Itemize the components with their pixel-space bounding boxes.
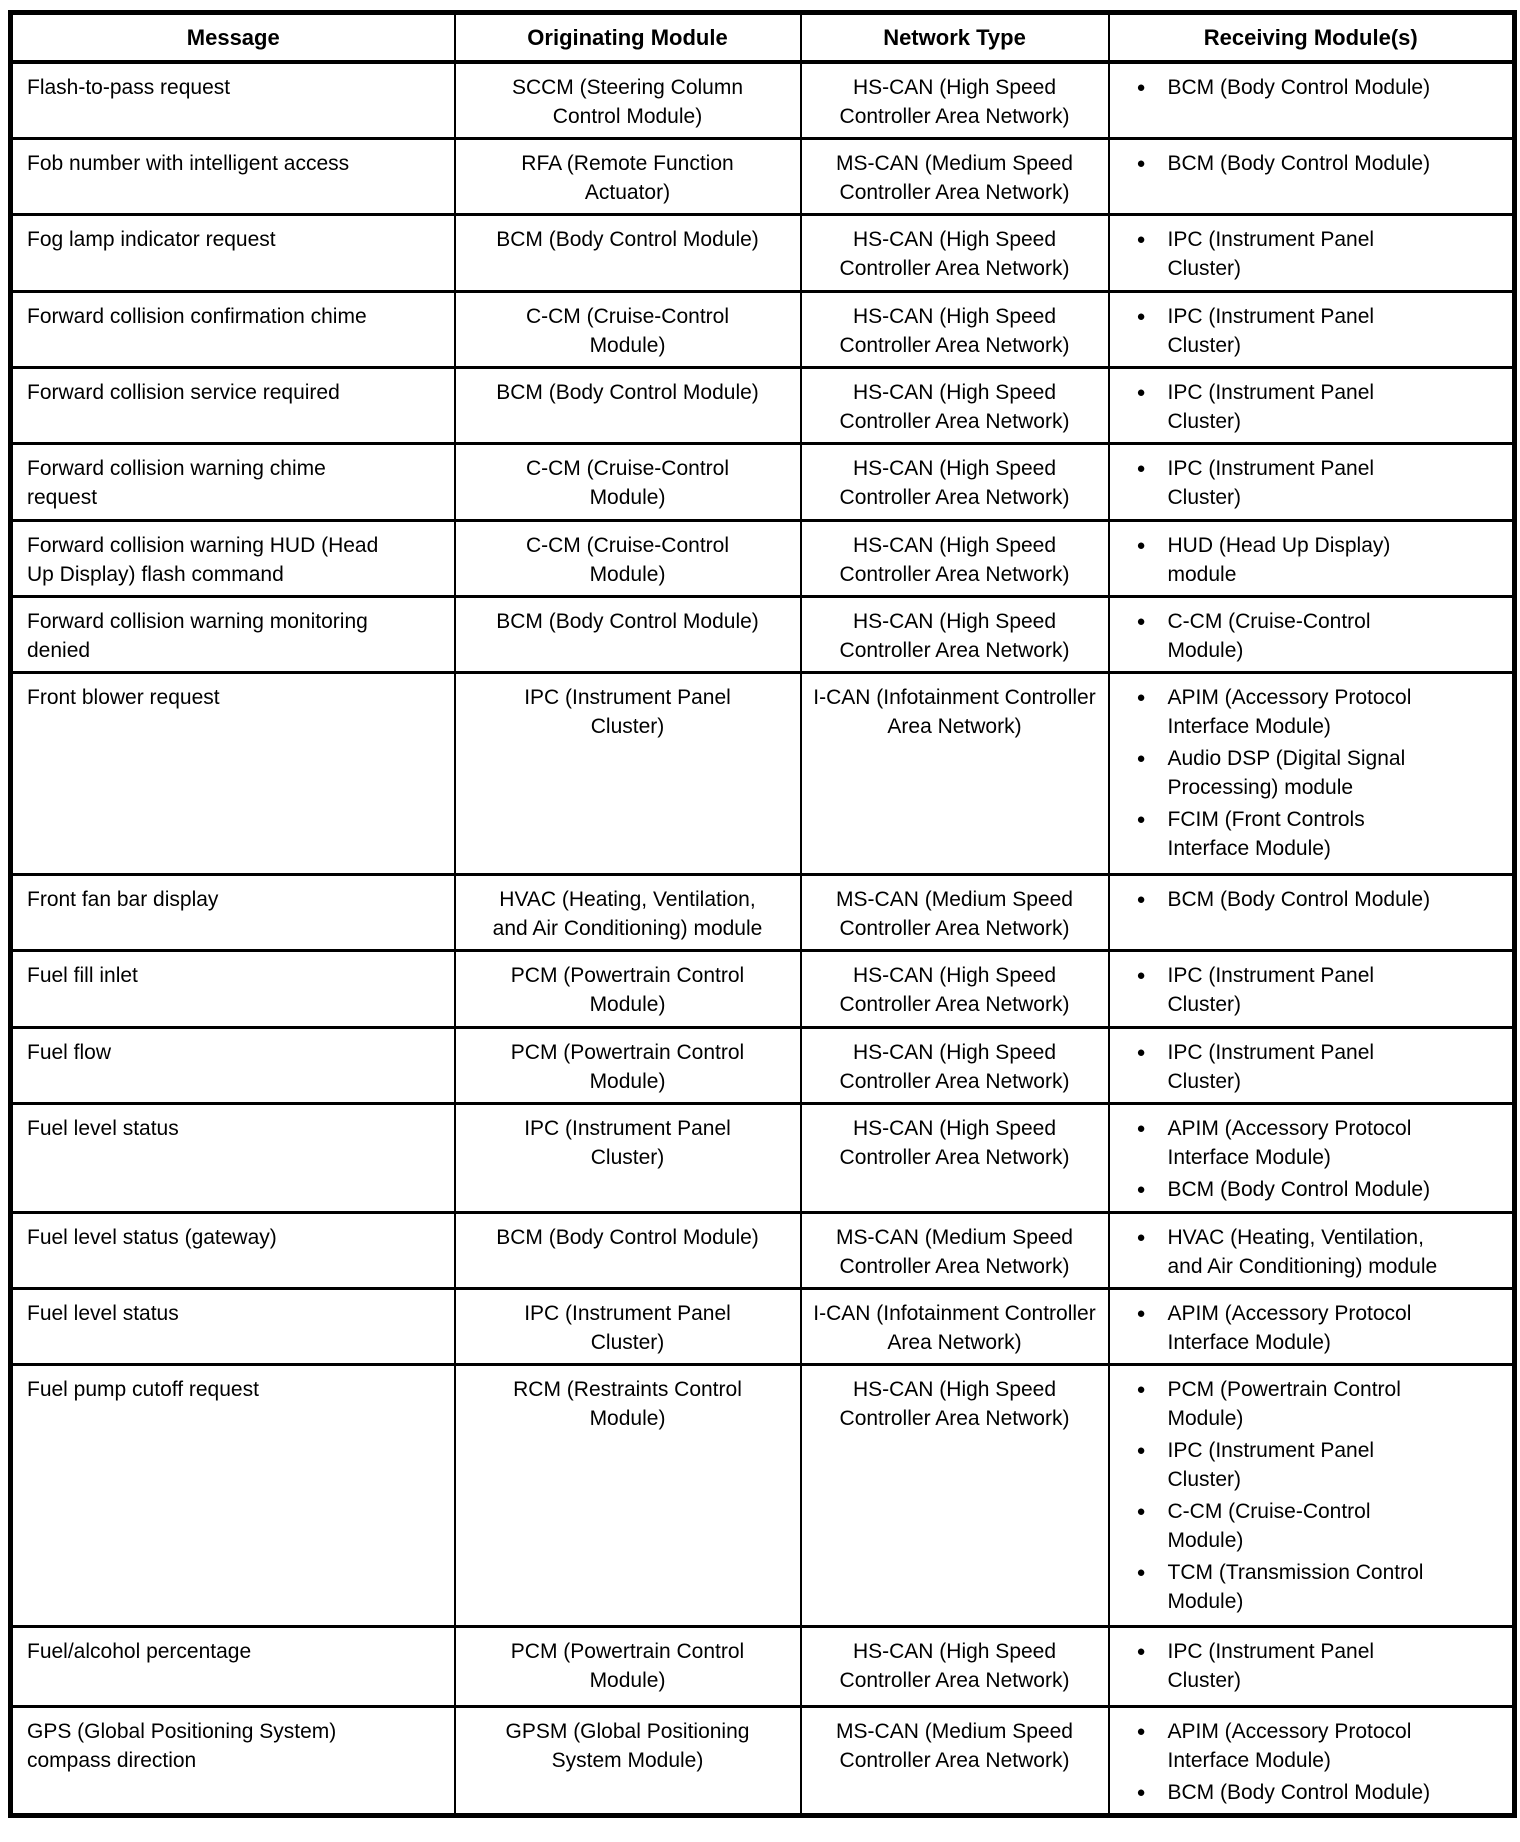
originating-module-cell: C-CM (Cruise-Control Module) (455, 521, 801, 597)
receiving-modules-list (1122, 1375, 1450, 1616)
table-row (11, 1213, 1515, 1289)
table-row (11, 875, 1515, 951)
network-type-cell: HS-CAN (High Speed Controller Area Network) (801, 1028, 1109, 1104)
receiving-module-item: ● IPC (Instrument Panel Cluster) (1168, 1436, 1450, 1494)
network-type-cell: MS-CAN (Medium Speed Controller Area Network) (801, 875, 1109, 951)
originating-module-cell: RCM (Restraints Control Module) (455, 1365, 801, 1627)
originating-module-cell: IPC (Instrument Panel Cluster) (455, 673, 801, 875)
network-type-cell: HS-CAN (High Speed Controller Area Network) (801, 1627, 1109, 1707)
message-cell: Forward collision warning HUD (Head Up Display) flash command (11, 521, 455, 597)
message-cell: Fob number with intelligent access (11, 139, 455, 215)
receiving-module-item: ● APIM (Accessory Protocol Interface Module) (1168, 1114, 1450, 1172)
table-row (11, 521, 1515, 597)
table-row (11, 1707, 1515, 1816)
receiving-modules-cell (1109, 1627, 1515, 1707)
message-cell: Flash-to-pass request (11, 62, 455, 139)
receiving-modules-list (1122, 607, 1450, 665)
receiving-module-item: ● FCIM (Front Controls Interface Module) (1168, 805, 1450, 863)
receiving-modules-list (1122, 885, 1450, 914)
message-cell: Fuel level status (11, 1289, 455, 1365)
table-row (11, 1289, 1515, 1365)
header-row (11, 13, 1515, 63)
table-row (11, 673, 1515, 875)
network-type-cell: HS-CAN (High Speed Controller Area Network) (801, 368, 1109, 444)
receiving-modules-cell (1109, 139, 1515, 215)
receiving-module-item: ● IPC (Instrument Panel Cluster) (1168, 961, 1450, 1019)
receiving-modules-list (1122, 1299, 1450, 1357)
receiving-modules-cell (1109, 1289, 1515, 1365)
receiving-module-item: ● HUD (Head Up Display) module (1168, 531, 1450, 589)
network-type-cell: MS-CAN (Medium Speed Controller Area Network) (801, 139, 1109, 215)
receiving-modules-list (1122, 454, 1450, 512)
network-type-cell: I-CAN (Infotainment Controller Area Network) (801, 1289, 1109, 1365)
network-type-cell: HS-CAN (High Speed Controller Area Network) (801, 1365, 1109, 1627)
message-cell: Fog lamp indicator request (11, 215, 455, 292)
receiving-module-item: ● IPC (Instrument Panel Cluster) (1168, 225, 1450, 283)
network-type-cell: HS-CAN (High Speed Controller Area Network) (801, 597, 1109, 673)
message-cell: Fuel level status (11, 1104, 455, 1213)
table-row (11, 292, 1515, 368)
receiving-modules-cell (1109, 215, 1515, 292)
originating-module-cell: PCM (Powertrain Control Module) (455, 951, 801, 1028)
receiving-module-item: ● IPC (Instrument Panel Cluster) (1168, 378, 1450, 436)
message-cell: Front blower request (11, 673, 455, 875)
originating-module-cell: PCM (Powertrain Control Module) (455, 1627, 801, 1707)
table-header (11, 13, 1515, 63)
receiving-module-item: ● BCM (Body Control Module) (1168, 1778, 1450, 1807)
network-type-cell: MS-CAN (Medium Speed Controller Area Network) (801, 1707, 1109, 1816)
receiving-module-item: ● BCM (Body Control Module) (1168, 149, 1450, 178)
table-row (11, 1104, 1515, 1213)
network-type-cell: HS-CAN (High Speed Controller Area Network) (801, 951, 1109, 1028)
receiving-modules-cell (1109, 368, 1515, 444)
network-type-cell: HS-CAN (High Speed Controller Area Network) (801, 215, 1109, 292)
col-header-receiving-modules: Receiving Module(s) (1109, 13, 1515, 63)
receiving-module-item: ● IPC (Instrument Panel Cluster) (1168, 302, 1450, 360)
receiving-modules-cell (1109, 597, 1515, 673)
message-cell: Fuel pump cutoff request (11, 1365, 455, 1627)
table-row (11, 597, 1515, 673)
receiving-modules-list (1122, 683, 1450, 863)
receiving-modules-list (1122, 1717, 1450, 1807)
receiving-module-item: ● TCM (Transmission Control Module) (1168, 1558, 1450, 1616)
message-cell: Fuel level status (gateway) (11, 1213, 455, 1289)
table-row (11, 951, 1515, 1028)
receiving-modules-list (1122, 1637, 1450, 1695)
message-cell: GPS (Global Positioning System) compass direction (11, 1707, 455, 1816)
originating-module-cell: PCM (Powertrain Control Module) (455, 1028, 801, 1104)
table-row (11, 62, 1515, 139)
message-cell: Fuel fill inlet (11, 951, 455, 1028)
receiving-module-item: ● BCM (Body Control Module) (1168, 73, 1450, 102)
message-cell: Forward collision warning chime request (11, 444, 455, 521)
table-body (11, 62, 1515, 1816)
receiving-modules-cell (1109, 1104, 1515, 1213)
network-type-cell: HS-CAN (High Speed Controller Area Network) (801, 1104, 1109, 1213)
originating-module-cell: IPC (Instrument Panel Cluster) (455, 1289, 801, 1365)
receiving-modules-list (1122, 1038, 1450, 1096)
receiving-modules-list (1122, 73, 1450, 102)
receiving-modules-cell (1109, 951, 1515, 1028)
message-cell: Fuel flow (11, 1028, 455, 1104)
network-type-cell: HS-CAN (High Speed Controller Area Network) (801, 521, 1109, 597)
table-row (11, 215, 1515, 292)
receiving-modules-list (1122, 1114, 1450, 1204)
receiving-module-item: ● APIM (Accessory Protocol Interface Module) (1168, 1299, 1450, 1357)
receiving-module-item: ● HVAC (Heating, Ventilation, and Air Conditioning) module (1168, 1223, 1450, 1281)
receiving-module-item: ● C-CM (Cruise-Control Module) (1168, 607, 1450, 665)
receiving-modules-cell (1109, 1707, 1515, 1816)
network-type-cell: HS-CAN (High Speed Controller Area Network) (801, 62, 1109, 139)
table-row (11, 1627, 1515, 1707)
receiving-module-item: ● IPC (Instrument Panel Cluster) (1168, 1637, 1450, 1695)
message-cell: Forward collision service required (11, 368, 455, 444)
originating-module-cell: C-CM (Cruise-Control Module) (455, 292, 801, 368)
originating-module-cell: BCM (Body Control Module) (455, 215, 801, 292)
originating-module-cell: RFA (Remote Function Actuator) (455, 139, 801, 215)
receiving-module-item: ● Audio DSP (Digital Signal Processing) module (1168, 744, 1450, 802)
receiving-modules-cell (1109, 1365, 1515, 1627)
message-cell: Forward collision confirmation chime (11, 292, 455, 368)
table-row (11, 1365, 1515, 1627)
table-row (11, 1028, 1515, 1104)
receiving-modules-list (1122, 531, 1450, 589)
receiving-modules-list (1122, 225, 1450, 283)
message-cell: Forward collision warning monitoring denied (11, 597, 455, 673)
originating-module-cell: BCM (Body Control Module) (455, 1213, 801, 1289)
originating-module-cell: IPC (Instrument Panel Cluster) (455, 1104, 801, 1213)
receiving-modules-list (1122, 302, 1450, 360)
receiving-modules-cell (1109, 292, 1515, 368)
originating-module-cell: HVAC (Heating, Ventilation, and Air Conditioning) module (455, 875, 801, 951)
can-message-table (8, 10, 1517, 1818)
receiving-module-item: ● APIM (Accessory Protocol Interface Module) (1168, 1717, 1450, 1775)
receiving-modules-cell (1109, 875, 1515, 951)
receiving-modules-cell (1109, 521, 1515, 597)
message-cell: Front fan bar display (11, 875, 455, 951)
network-type-cell: MS-CAN (Medium Speed Controller Area Network) (801, 1213, 1109, 1289)
receiving-module-item: ● BCM (Body Control Module) (1168, 885, 1450, 914)
message-cell: Fuel/alcohol percentage (11, 1627, 455, 1707)
receiving-module-item: ● IPC (Instrument Panel Cluster) (1168, 454, 1450, 512)
receiving-modules-cell (1109, 1028, 1515, 1104)
receiving-modules-list (1122, 1223, 1450, 1281)
receiving-modules-cell (1109, 1213, 1515, 1289)
receiving-module-item: ● C-CM (Cruise-Control Module) (1168, 1497, 1450, 1555)
table-row (11, 444, 1515, 521)
receiving-module-item: ● PCM (Powertrain Control Module) (1168, 1375, 1450, 1433)
receiving-modules-list (1122, 378, 1450, 436)
receiving-module-item: ● APIM (Accessory Protocol Interface Module) (1168, 683, 1450, 741)
network-type-cell: HS-CAN (High Speed Controller Area Network) (801, 444, 1109, 521)
receiving-modules-cell (1109, 444, 1515, 521)
receiving-modules-list (1122, 149, 1450, 178)
receiving-modules-cell (1109, 673, 1515, 875)
originating-module-cell: BCM (Body Control Module) (455, 368, 801, 444)
originating-module-cell: SCCM (Steering Column Control Module) (455, 62, 801, 139)
receiving-module-item: ● BCM (Body Control Module) (1168, 1175, 1450, 1204)
receiving-module-item: ● IPC (Instrument Panel Cluster) (1168, 1038, 1450, 1096)
originating-module-cell: C-CM (Cruise-Control Module) (455, 444, 801, 521)
originating-module-cell: GPSM (Global Positioning System Module) (455, 1707, 801, 1816)
network-type-cell: I-CAN (Infotainment Controller Area Network) (801, 673, 1109, 875)
receiving-modules-list (1122, 961, 1450, 1019)
table-row (11, 368, 1515, 444)
receiving-modules-cell (1109, 62, 1515, 139)
col-header-originating-module: Originating Module (455, 13, 801, 63)
col-header-network-type: Network Type (801, 13, 1109, 63)
table-row (11, 139, 1515, 215)
network-type-cell: HS-CAN (High Speed Controller Area Network) (801, 292, 1109, 368)
originating-module-cell: BCM (Body Control Module) (455, 597, 801, 673)
col-header-message: Message (11, 13, 455, 63)
